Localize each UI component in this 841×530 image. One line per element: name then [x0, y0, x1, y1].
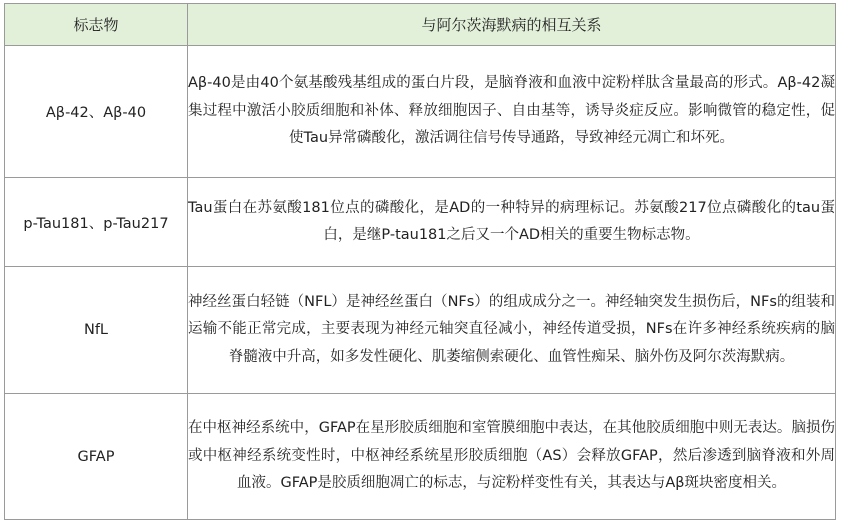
marker-cell: GFAP [5, 394, 188, 520]
description-cell: Tau蛋白在苏氨酸181位点的磷酸化，是AD的一种特异的病理标记。苏氨酸217位点磷酸化的tau蛋白，是继P-tau181之后又一个AD相关的重要生物标志物。 [188, 178, 836, 267]
table-row [5, 394, 836, 520]
biomarker-table [4, 3, 836, 520]
description-cell: 在中枢神经系统中，GFAP在星形胶质细胞和室管膜细胞中表达，在其他胶质细胞中则无表达。脑损伤或中枢神经系统变性时，中枢神经系统星形胶质细胞（AS）会释放GFAP，然后渗透到脑脊液和外周血液。GFAP是胶质细胞凋亡的标志，与淀粉样变性有关，其表达与Aβ斑块密度相关。 [188, 394, 836, 520]
marker-cell: p-Tau181、p-Tau217 [5, 178, 188, 267]
description-cell: 神经丝蛋白轻链（NFL）是神经丝蛋白（NFs）的组成成分之一。神经轴突发生损伤后，NFs的组装和运输不能正常完成，主要表现为神经元轴突直径减小，神经传道受损，NFs在许多神经系统疾病的脑脊髓液中升高，如多发性硬化、肌萎缩侧索硬化、血管性痴呆、脑外伤及阿尔茨海默病。 [188, 267, 836, 394]
description-cell: Aβ-40是由40个氨基酸残基组成的蛋白片段，是脑脊液和血液中淀粉样肽含量最高的形式。Aβ-42凝集过程中激活小胶质细胞和补体、释放细胞因子、自由基等，诱导炎症反应。影响微管的稳定性，促使Tau异常磷酸化，激活调往信号传导通路，导致神经元凋亡和坏死。 [188, 46, 836, 178]
table-header-row [5, 4, 836, 46]
marker-cell: NfL [5, 267, 188, 394]
header-marker: 标志物 [5, 4, 188, 46]
marker-cell: Aβ-42、Aβ-40 [5, 46, 188, 178]
table-row [5, 267, 836, 394]
table-row [5, 178, 836, 267]
header-relation: 与阿尔茨海默病的相互关系 [188, 4, 836, 46]
table-row [5, 46, 836, 178]
